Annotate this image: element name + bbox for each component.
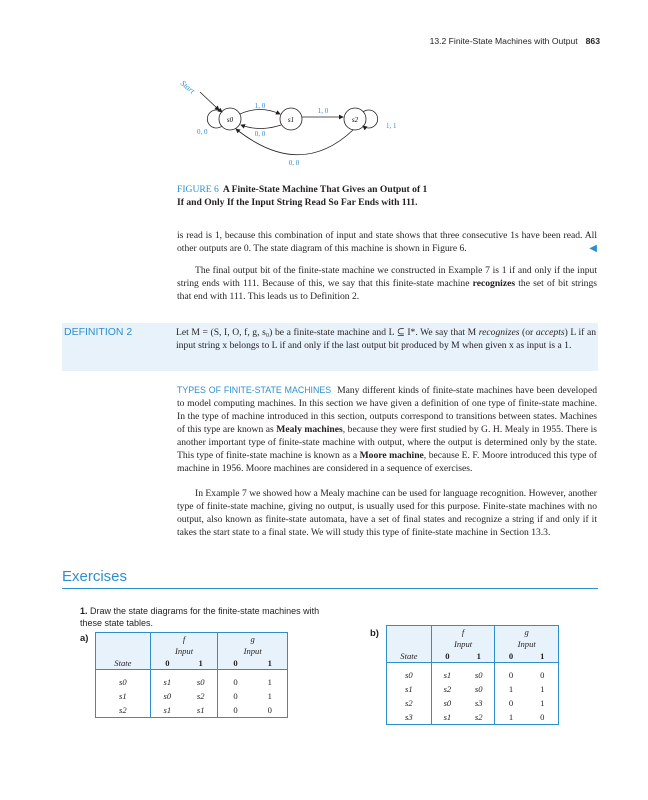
types-paragraph-2 xyxy=(177,487,597,539)
edge-s1-s0 xyxy=(241,125,281,129)
state-s0-label: s0 xyxy=(226,116,234,124)
corner-cell xyxy=(96,645,151,657)
start-label: Start xyxy=(178,78,197,96)
state-header: State xyxy=(96,657,151,670)
part-a-label: a) xyxy=(80,633,89,644)
exercise-number: 1. xyxy=(80,606,88,616)
types-p1-a: Many different kinds of finite-state machines have been developed to model computing machines. In this section we have given a definition of one type of finite-state machine. In the type of machine introduced in this section, outputs correspond to transitions between states. Machines of this type are known as xyxy=(177,385,597,435)
value-cell: 0 xyxy=(495,696,527,710)
table-row xyxy=(387,696,559,710)
caption-line-1: A Finite-State Machine That Gives an Output of 1 xyxy=(222,184,428,195)
part-b-label: b) xyxy=(370,628,379,639)
value-cell: 1 xyxy=(540,698,545,708)
value-cell: 0 xyxy=(540,670,545,680)
value-cell: 0 xyxy=(218,675,253,689)
edge-s1-s2-label: 1, 0 xyxy=(317,107,329,115)
f-input-0: 0 xyxy=(431,650,463,663)
types-heading: TYPES OF FINITE-STATE MACHINES xyxy=(177,385,332,395)
g-input-1: 1 xyxy=(527,650,559,663)
types-paragraph-1 xyxy=(177,384,597,475)
state-header: State xyxy=(387,650,432,663)
figure-number: FIGURE 6 xyxy=(177,184,219,195)
value-cell: s0 xyxy=(431,696,463,710)
edge-s0-s1-label: 1, 0 xyxy=(254,102,266,110)
value-cell: 1 xyxy=(267,691,272,701)
value-cell: s0 xyxy=(474,684,483,694)
value-cell: 0 xyxy=(267,705,272,715)
col-group-g: g xyxy=(495,626,559,639)
definition-em-2: accepts xyxy=(535,327,565,338)
types-p1-b: , because they were first studied by G. H. Mealy in 1955. There is another important type of finite-state machine with output, where the output is determined only by the state. This type of finite-state machine is known as a xyxy=(177,424,597,461)
edge-s2-loop-label: 1, 1 xyxy=(386,122,397,130)
definition-text xyxy=(176,326,596,352)
page-number: 863 xyxy=(585,36,600,46)
table-row xyxy=(387,668,559,682)
value-cell: 0 xyxy=(540,712,545,722)
table-row xyxy=(96,675,288,689)
state-cell: s1 xyxy=(119,691,127,701)
paragraph-2 xyxy=(177,264,597,303)
state-cell: s0 xyxy=(405,670,413,680)
col-group-f: f xyxy=(150,633,218,646)
running-header xyxy=(430,36,600,46)
paragraph-1 xyxy=(177,229,597,255)
value-cell: 1 xyxy=(540,684,545,694)
state-cell: s2 xyxy=(405,698,413,708)
end-of-example-marker: ◀ xyxy=(589,243,597,254)
moore-term: Moore machine xyxy=(359,450,424,461)
value-cell: s1 xyxy=(431,668,463,682)
mealy-term: Mealy machines xyxy=(276,424,343,435)
definition-em-1: recognizes xyxy=(478,327,520,338)
recognizes-term: recognizes xyxy=(472,278,516,289)
edge-s2-s0-label: 0, 0 xyxy=(288,159,300,167)
exercises-rule xyxy=(62,588,598,589)
g-input-0: 0 xyxy=(495,650,527,663)
input-header-g: Input xyxy=(218,645,288,657)
state-cell: s3 xyxy=(405,712,413,722)
state-cell: s2 xyxy=(119,705,127,715)
value-cell: s1 xyxy=(150,675,184,689)
col-group-f: f xyxy=(431,626,495,639)
definition-text-2: (or xyxy=(519,327,536,338)
value-cell: s2 xyxy=(474,712,483,722)
value-cell: 0 xyxy=(218,703,253,718)
value-cell: s2 xyxy=(196,691,205,701)
value-cell: s1 xyxy=(196,705,205,715)
g-input-1: 1 xyxy=(253,657,288,670)
value-cell: s2 xyxy=(431,682,463,696)
value-cell: s0 xyxy=(150,689,184,703)
edge-s1-s0-label: 0, 0 xyxy=(254,130,266,138)
exercises-heading: Exercises xyxy=(62,568,128,585)
f-input-1: 1 xyxy=(184,657,218,670)
definition-text-1: Let M = (S, I, O, f, g, s₀) be a finite-state machine and L ⊆ I*. We say that M xyxy=(176,327,479,338)
state-table-b xyxy=(386,625,559,725)
value-cell: 0 xyxy=(218,689,253,703)
g-input-0: 0 xyxy=(218,657,253,670)
col-group-g: g xyxy=(218,633,288,646)
table-row xyxy=(96,703,288,718)
value-cell: 1 xyxy=(495,682,527,696)
value-cell: 1 xyxy=(267,677,272,687)
state-cell: s1 xyxy=(405,684,413,694)
edge-s0-s1 xyxy=(240,110,280,115)
paragraph-1-text: is read is 1, because this combination of input and state shows that three consecutive 1s have been read. All other outputs are 0. The state diagram of this machine is shown in Figure 6. xyxy=(177,230,597,254)
table-row xyxy=(387,710,559,725)
edge-s0-loop-label: 0, 0 xyxy=(197,128,208,136)
input-header-f: Input xyxy=(150,645,218,657)
value-cell: s3 xyxy=(474,698,483,708)
caption-line-2: If and Only If the Input String Read So Far Ends with 111. xyxy=(177,197,418,208)
value-cell: s0 xyxy=(196,677,205,687)
input-header-g: Input xyxy=(495,638,559,650)
value-cell: s1 xyxy=(431,710,463,725)
edge-s2-s0 xyxy=(236,129,353,155)
state-s2-label: s2 xyxy=(351,116,359,124)
corner-cell xyxy=(387,626,432,639)
definition-text-3: ) L if an input string x belongs to L if and only if the last output bit produced by M when given x as input is a 1. xyxy=(176,327,596,352)
f-input-0: 0 xyxy=(150,657,184,670)
paragraph-2-text-a: The final output bit of the finite-state machine we constructed in Example 7 is 1 if and only if the input string ends with 111. Because of this, we say that this finite-state machine xyxy=(177,265,597,289)
state-cell: s0 xyxy=(119,677,127,687)
value-cell: s0 xyxy=(474,670,483,680)
definition-label: DEFINITION 2 xyxy=(64,326,133,338)
figure-caption xyxy=(177,183,537,209)
start-arrow xyxy=(200,92,219,110)
exercise-text: Draw the state diagrams for the finite-state machines with these state tables. xyxy=(80,606,320,628)
f-input-1: 1 xyxy=(463,650,495,663)
table-row xyxy=(96,689,288,703)
state-diagram xyxy=(160,62,420,180)
header-title: 13.2 Finite-State Machines with Output xyxy=(429,36,578,46)
corner-cell xyxy=(387,638,432,650)
exercise-1 xyxy=(80,606,335,629)
state-s1-label: s1 xyxy=(287,116,295,124)
table-row xyxy=(387,682,559,696)
types-p2-text: In Example 7 we showed how a Mealy machine can be used for language recognition. However, another type of finite-state machine, giving no output, is usually used for this purpose. Finite-state machines with no output, also known as finite-state automata, have a set of final states and recognize a string if and only if it takes the start state to a final state. We will study this type of finite-state machine in Section 13.3. xyxy=(177,488,597,538)
paragraph-2-text-b: the set of bit strings that end with 111. This leads us to Definition 2. xyxy=(177,278,597,302)
state-table-a xyxy=(95,632,288,718)
value-cell: 1 xyxy=(495,710,527,725)
value-cell: s1 xyxy=(150,703,184,718)
input-header-f: Input xyxy=(431,638,495,650)
corner-cell xyxy=(96,633,151,646)
value-cell: 0 xyxy=(495,668,527,682)
types-p1-c: , because E. F. Moore introduced this type of machine in 1956. Moore machines are considered in a sequence of exercises. xyxy=(177,450,597,474)
